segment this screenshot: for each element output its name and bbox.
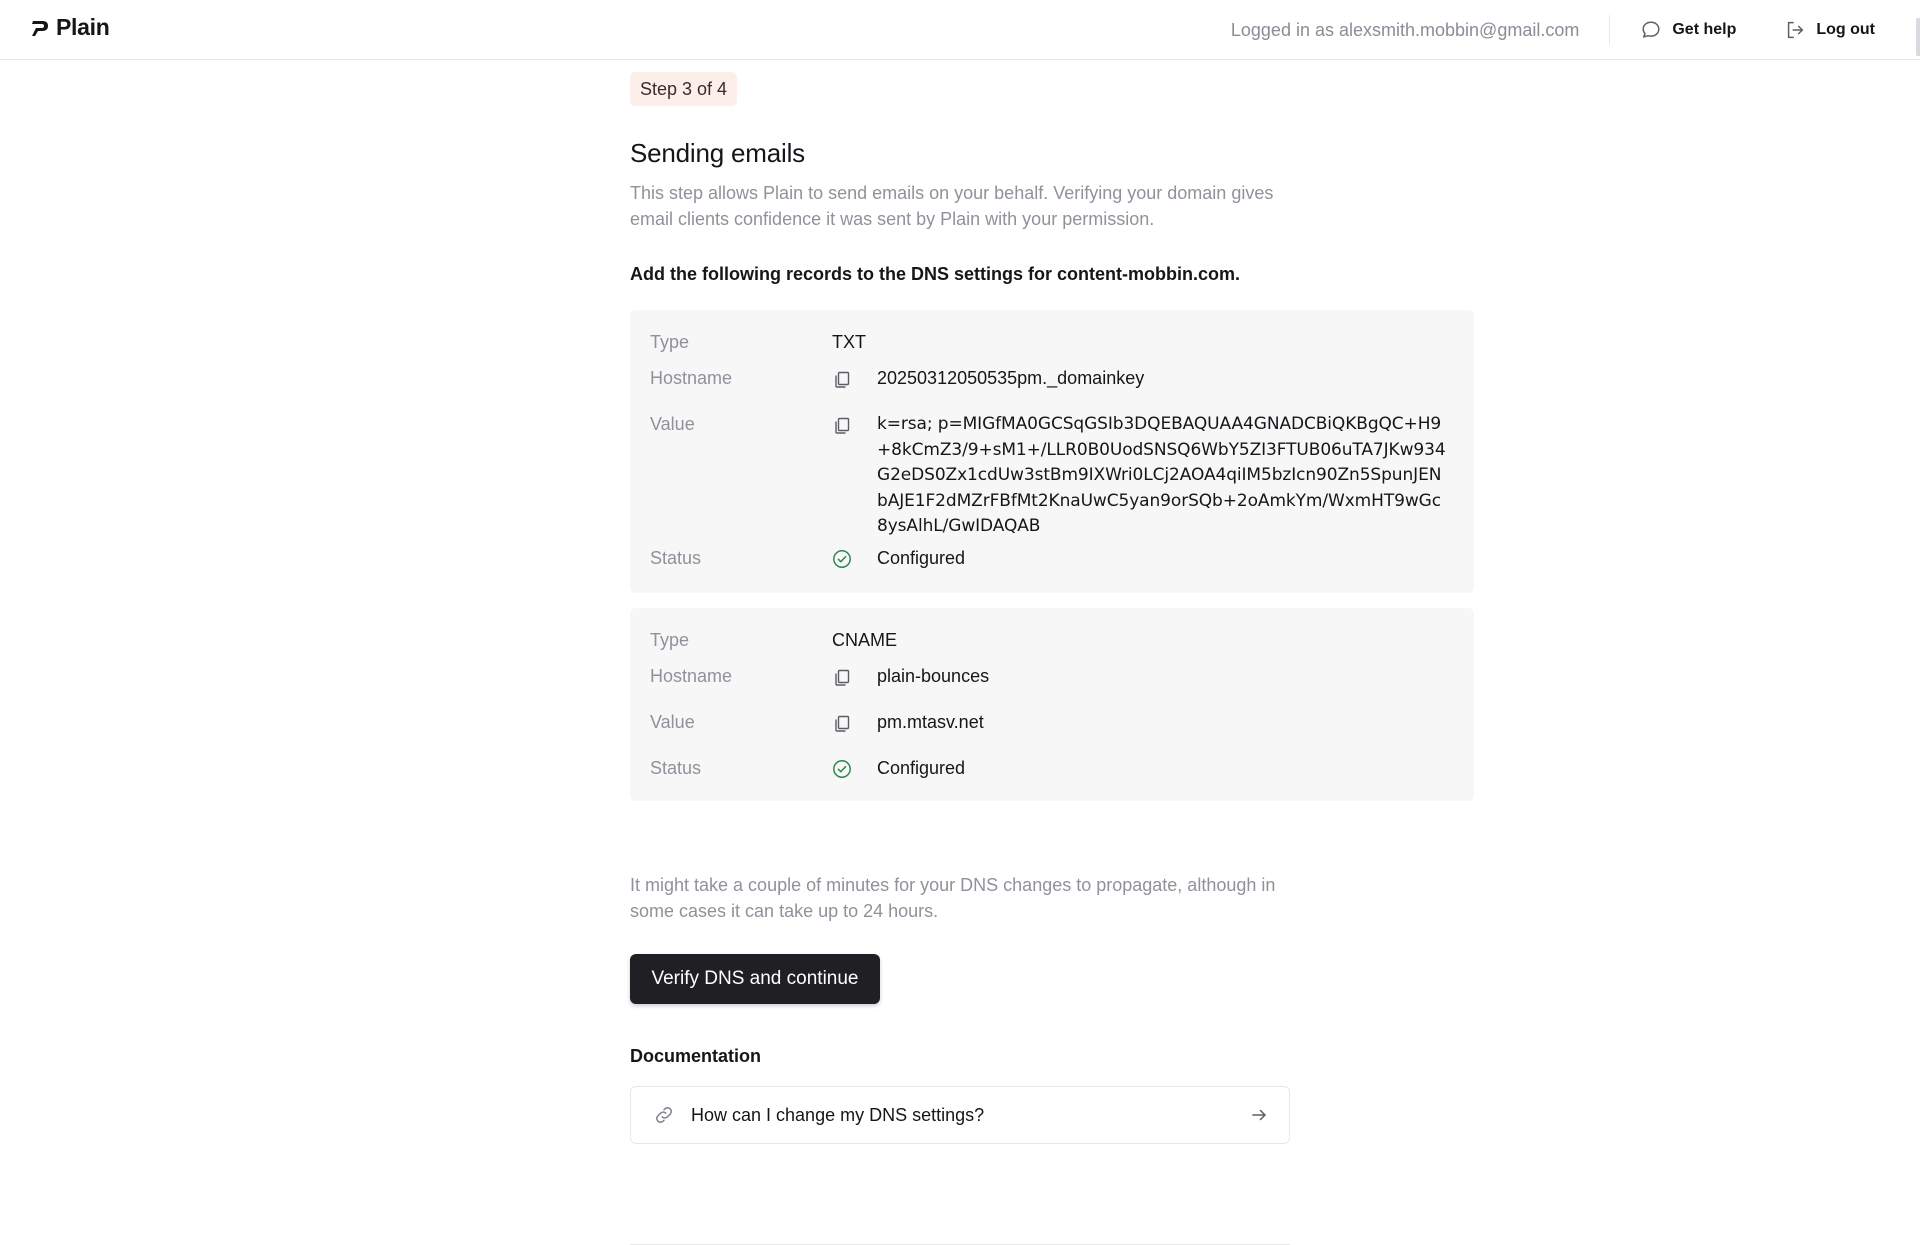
record-type-row — [650, 628, 1454, 653]
record-type-value: CNAME — [832, 630, 898, 650]
logged-in-email: Logged in as alexsmith.mobbin@gmail.com — [1231, 15, 1610, 45]
log-out-label: Log out — [1816, 21, 1875, 38]
record-status-value: Configured — [877, 548, 966, 568]
check-circle-icon — [832, 756, 877, 779]
plain-logo[interactable] — [30, 14, 109, 41]
documentation-heading: Documentation — [630, 1046, 762, 1066]
top-header — [0, 0, 1920, 60]
check-circle-icon — [832, 546, 877, 569]
value-cell — [832, 710, 1454, 735]
header-actions — [1231, 0, 1920, 60]
copy-icon[interactable] — [832, 664, 877, 687]
propagation-note: It might take a couple of minutes for your DNS changes to propagate, although in some cases it can take up to 24 hours. — [630, 875, 1276, 921]
link-icon — [653, 1104, 675, 1126]
hostname-cell — [832, 366, 1454, 391]
scrollbar-thumb[interactable] — [1916, 18, 1920, 56]
hostname-label: Hostname — [650, 666, 733, 686]
verify-dns-button[interactable]: Verify DNS and continue — [630, 954, 880, 1004]
record-hostname-row — [650, 366, 1454, 391]
copy-icon[interactable] — [832, 412, 877, 435]
copy-icon[interactable] — [832, 710, 877, 733]
record-value-text: pm.mtasv.net — [877, 712, 984, 732]
dns-record-card — [630, 310, 1474, 593]
step-badge: Step 3 of 4 — [630, 72, 737, 106]
record-status-value: Configured — [877, 758, 966, 778]
type-label: Type — [650, 332, 690, 352]
dns-record-card — [630, 608, 1474, 801]
logo-text: Plain — [56, 14, 110, 40]
hostname-label: Hostname — [650, 368, 733, 388]
value-label: Value — [650, 414, 695, 434]
value-label: Value — [650, 712, 695, 732]
status-cell — [832, 546, 1454, 571]
record-type-row — [650, 330, 1454, 355]
logout-arrow-icon — [1784, 19, 1806, 41]
record-type-value: TXT — [832, 332, 866, 352]
dns-instruction: Add the following records to the DNS settings for content-mobbin.com. — [630, 264, 1240, 284]
page-title: Sending emails — [630, 138, 805, 168]
type-label: Type — [650, 630, 690, 650]
intro-text: This step allows Plain to send emails on your behalf. Verifying your domain gives email clients confidence it was sent by Plain with your permission. — [630, 183, 1274, 229]
doc-link-label: How can I change my DNS settings? — [691, 1104, 985, 1125]
get-help-button[interactable] — [1640, 19, 1736, 41]
status-cell — [832, 756, 1454, 781]
status-label: Status — [650, 548, 702, 568]
get-help-label: Get help — [1672, 21, 1737, 38]
record-hostname-value: plain-bounces — [877, 666, 990, 686]
status-label: Status — [650, 758, 702, 778]
plain-logo-icon — [30, 18, 50, 38]
dns-settings-doc-link[interactable] — [630, 1086, 1290, 1144]
arrow-right-icon — [1249, 1105, 1269, 1125]
record-hostname-row — [650, 664, 1454, 689]
record-status-row — [650, 756, 1454, 781]
copy-icon[interactable] — [832, 366, 877, 389]
log-out-button[interactable] — [1784, 19, 1875, 41]
record-value-row — [650, 412, 1454, 540]
hostname-cell — [832, 664, 1454, 689]
record-value-text: k=rsa; p=MIGfMA0GCSqGSIb3DQEBAQUAA4GNADCBiQKBgQC+H9+8kCmZ3/9+sM1+/LLR0B0UodSNSQ6WbY5ZI3FTUB06uTA7JKw934G2eDS0Zx1cdUw3stBm9IXWri0LCj2AOA4qiIM5bzIcn90Zn5SpunJENbAJE1F2dMZrFBfMt2KnaUwC5yan9orSQb+2oAmkYm/WxmHT9wGc8ysAlhL/GwIDAQAB — [877, 414, 1446, 536]
chat-bubble-icon — [1640, 19, 1662, 41]
value-cell — [832, 412, 1454, 540]
record-value-row — [650, 710, 1454, 735]
record-hostname-value: 20250312050535pm._domainkey — [877, 368, 1145, 388]
record-status-row — [650, 546, 1454, 571]
